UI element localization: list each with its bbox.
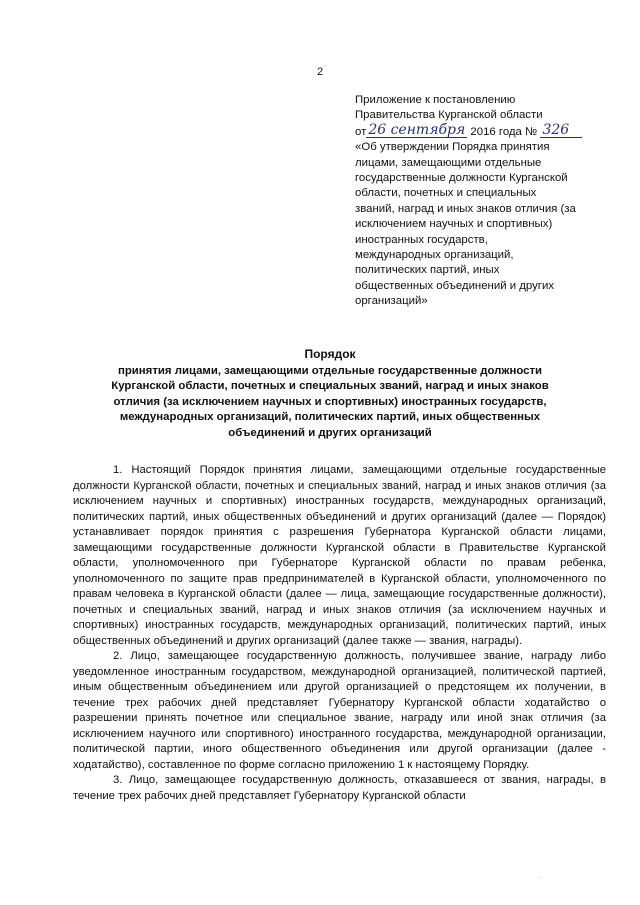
annex-from-prefix: от: [355, 125, 367, 138]
title-heading: Порядок: [304, 347, 356, 361]
annex-year-text: 2016 года №: [470, 125, 538, 138]
scan-speck: ·: [539, 873, 542, 882]
title-line: международных организаций, политических партий, иных общественных: [119, 411, 541, 424]
title-line: принятия лицами, замещающими отдельные государственные должности: [117, 364, 543, 377]
handwritten-date: 26 сентября: [368, 121, 466, 138]
handwritten-number: 326: [540, 124, 582, 138]
title-line: Курганской области, почетных и специальных званий, наград и иных знаков: [111, 380, 549, 393]
annex-subject-line: лицами, замещающими отдельные: [355, 156, 542, 169]
document-title: [60, 347, 600, 442]
title-line: объединений и других организаций: [228, 426, 432, 439]
annex-line: Приложение к постановлению: [355, 94, 516, 106]
body-text: [73, 463, 606, 804]
annex-subject-line: «Об утверждении Порядка принятия: [355, 141, 550, 154]
annex-subject-line: иностранных государств,: [355, 233, 488, 246]
paragraph-2: 2. Лицо, замещающее государственную должность, получившее звание, награду либо уведомленное иностранным государством, международной организацией, политической партией, иным общественным объединением или другой организацией о предстоящем их получении, в течение трех рабочих дней представляет Губернатору Курганской области ходатайство о разрешении принять почетное или специальное звание, награду или иной знак отличия (за исключением научного или спортивного) иностранного государства, международной организации, политической партии, иного общественного объединения или другой организации (далее - ходатайство), составленное по форме согласно приложению 1 к настоящему Порядку.: [73, 650, 606, 771]
annex-date-line: [355, 121, 615, 140]
page-number: 2: [316, 66, 324, 78]
title-line: отличия (за исключением научных и спортивных) иностранных государств,: [113, 395, 547, 408]
annex-subject-line: общественных объединений и других: [355, 279, 555, 292]
annex-subject-line: политических партий, иных: [355, 264, 500, 277]
annex-line: Правительства Курганской области: [355, 109, 543, 122]
paragraph-1: 1. Настоящий Порядок принятия лицами, замещающими отдельные государственные должности Курганской области, почетных и специальных званий, наград и иных знаков отличия (за исключением научных и спортивных) иностранных государств, международных организаций, политических партий, иных общественных объединений и других организаций (далее — Порядок) устанавливает порядок принятия с разрешения Губернатора Курганской области лицами, замещающими государственные должности Курганской области в Правительстве Курганской области, уполномоченного при Губернаторе Курганской области по правам ребенка, уполномоченного по защите прав предпринимателей в Курганской области, уполномоченного по правам человека в Курганской области (далее — лица, замещающие государственные должности), почетных и специальных званий, наград и иных знаков отличия (за исключением научных и спортивных) иностранных государств, международных организаций, политических партий, иных общественных объединений и других организаций (далее также — звания, награды).: [73, 464, 606, 647]
annex-subject-line: государственные должности Курганской: [355, 172, 568, 185]
paragraph-3: 3. Лицо, замещающее государственную должность, отказавшееся от звания, награды, в течение трех рабочих дней представляет Губернатору Курганской области: [73, 774, 606, 802]
annex-block: [355, 93, 615, 310]
annex-subject-line: области, почетных и специальных: [355, 187, 537, 200]
annex-subject-line: организаций»: [355, 295, 428, 308]
annex-subject-line: международных организаций,: [355, 249, 514, 262]
annex-subject-line: исключением научных и спортивных): [355, 218, 553, 231]
annex-subject-line: званий, наград и иных знаков отличия (за: [355, 202, 576, 215]
